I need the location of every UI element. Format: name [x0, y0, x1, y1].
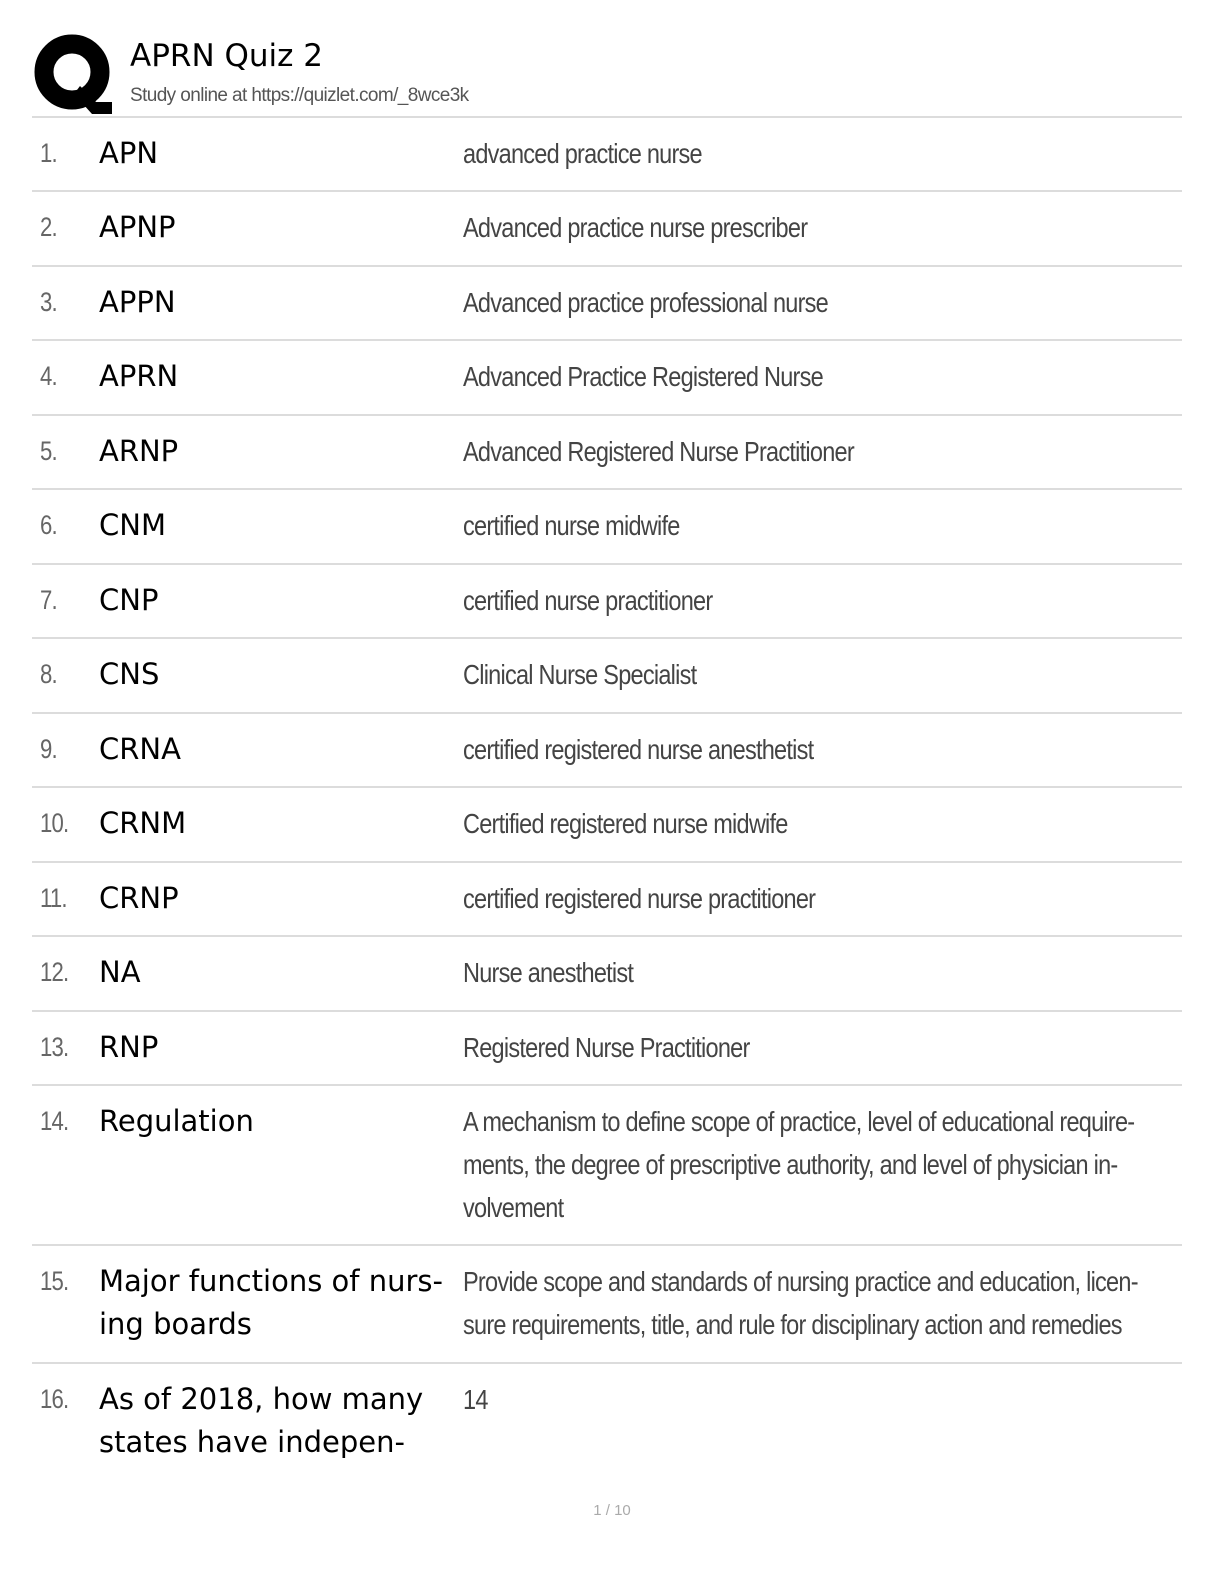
card-term: CNP: [99, 583, 159, 617]
flashcard-row: [32, 1246, 1182, 1364]
card-term: RNP: [99, 1030, 159, 1064]
card-term: CRNM: [99, 806, 187, 840]
flashcard-list: [32, 116, 1182, 1474]
card-term: CRNP: [99, 881, 179, 915]
card-definition: Advanced Registered Nurse Practitioner: [463, 436, 854, 467]
card-definition: Nurse anesthetist: [463, 957, 634, 988]
flashcard-row: [32, 267, 1182, 341]
flashcard-row: [32, 788, 1182, 863]
flashcard-row: [32, 565, 1182, 639]
card-definition: certified nurse practitioner: [463, 585, 713, 616]
card-definition: 14: [463, 1384, 488, 1415]
card-term: APPN: [99, 285, 176, 319]
card-definition: Advanced Practice Registered Nurse: [463, 361, 823, 392]
card-number: 11.: [40, 883, 67, 913]
quizlet-logo-icon: [34, 34, 114, 114]
card-term: NA: [99, 955, 141, 989]
flashcard-row: [32, 937, 1182, 1012]
card-term: CRNA: [99, 732, 181, 766]
card-number: 4.: [40, 361, 57, 391]
card-number: 3.: [40, 287, 57, 317]
card-term: APNP: [99, 210, 176, 244]
card-definition: certified nurse midwife: [463, 510, 680, 541]
flashcard-row: [32, 192, 1182, 267]
card-definition: Certified registered nurse midwife: [463, 808, 788, 839]
flashcard-row: [32, 1086, 1182, 1246]
card-number: 14.: [40, 1106, 69, 1136]
card-number: 8.: [40, 659, 57, 689]
card-definition: A mechanism to define scope of practice, level of educational require-ments, the degree of prescriptive authority, and level of physician in-volvement: [463, 1106, 1135, 1223]
flashcard-row: [32, 863, 1182, 937]
flashcard-row: [32, 639, 1182, 714]
flashcard-row: [32, 118, 1182, 192]
study-online-link[interactable]: Study online at https://quizlet.com/_8wce3k: [130, 85, 469, 106]
card-number: 12.: [40, 957, 69, 987]
card-definition: Clinical Nurse Specialist: [463, 659, 697, 690]
card-definition: advanced practice nurse: [463, 138, 702, 169]
card-definition: certified registered nurse practitioner: [463, 883, 816, 914]
page-title: APRN Quiz 2: [130, 38, 323, 74]
card-number: 1.: [40, 138, 57, 168]
card-number: 16.: [40, 1384, 69, 1414]
card-number: 10.: [40, 808, 69, 838]
page-number: 1 / 10: [593, 1502, 631, 1519]
flashcard-row: [32, 416, 1182, 490]
card-definition: certified registered nurse anesthetist: [463, 734, 814, 765]
card-definition: Registered Nurse Practitioner: [463, 1032, 750, 1063]
flashcard-row: [32, 341, 1182, 416]
card-term: As of 2018, how many states have indepen-: [99, 1382, 424, 1459]
document-header: [34, 30, 1182, 116]
flashcard-row: [32, 714, 1182, 788]
card-number: 7.: [40, 585, 57, 615]
card-term: CNM: [99, 508, 166, 542]
card-number: 9.: [40, 734, 57, 764]
card-term: APRN: [99, 359, 179, 393]
card-term: Regulation: [99, 1104, 254, 1138]
card-definition: Provide scope and standards of nursing practice and education, licen-sure requirements, title, and rule for disciplinary action and remedies: [463, 1266, 1138, 1340]
card-definition: Advanced practice nurse prescriber: [463, 212, 808, 243]
card-term: ARNP: [99, 434, 179, 468]
flashcard-row: [32, 1012, 1182, 1086]
flashcard-row: [32, 1364, 1182, 1474]
card-term: APN: [99, 136, 159, 170]
card-number: 15.: [40, 1266, 69, 1296]
flashcard-row: [32, 490, 1182, 565]
card-term: Major functions of nurs-ing boards: [99, 1264, 443, 1341]
card-number: 13.: [40, 1032, 69, 1062]
card-definition: Advanced practice professional nurse: [463, 287, 829, 318]
card-number: 2.: [40, 212, 57, 242]
card-number: 6.: [40, 510, 57, 540]
card-number: 5.: [40, 436, 57, 466]
card-term: CNS: [99, 657, 160, 691]
